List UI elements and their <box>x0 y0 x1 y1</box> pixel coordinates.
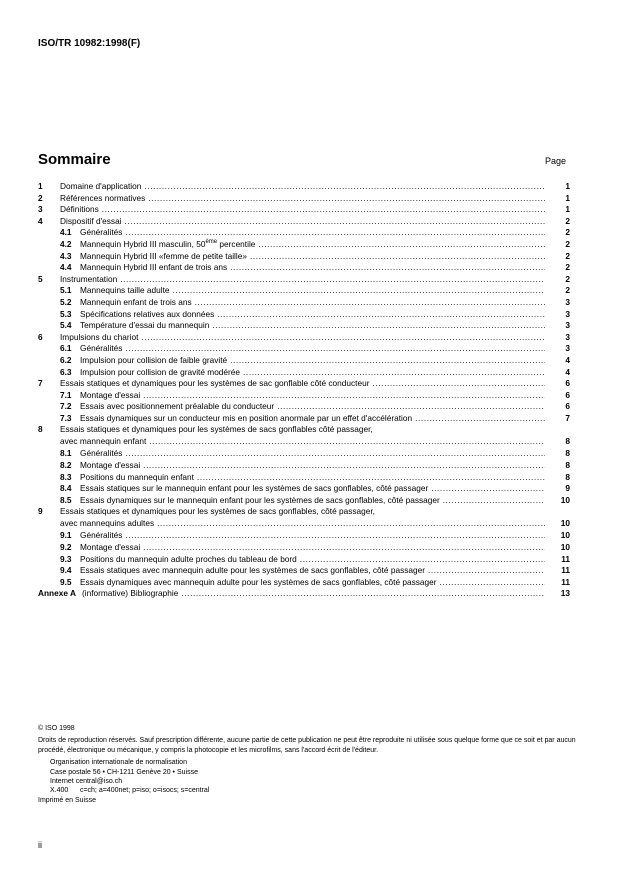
toc-leader-dots <box>181 588 545 600</box>
toc-leader-dots <box>243 367 545 379</box>
toc-leader-dots <box>148 193 545 205</box>
toc-leader-dots <box>217 309 545 321</box>
toc-leader-dots <box>141 332 545 344</box>
toc-entry[interactable] <box>38 413 570 425</box>
toc-entry[interactable] <box>38 401 570 413</box>
copyright-line: © ISO 1998 <box>38 725 75 732</box>
toc-entry-number: 9.3 <box>60 553 72 564</box>
toc-entry-page: 11 <box>561 553 570 564</box>
toc-entry-title-cont: avec mannequin enfant <box>60 436 147 447</box>
toc-entry[interactable] <box>38 448 570 460</box>
toc-entry[interactable] <box>38 227 570 239</box>
toc-leader-dots <box>230 262 545 274</box>
toc-entry-number: 9.1 <box>60 530 72 541</box>
internet-line <box>50 777 578 786</box>
toc-entry-page: 4 <box>565 366 570 377</box>
toc-entry[interactable] <box>38 554 570 566</box>
org-address: Case postale 56 • CH-1211 Genève 20 • Suisse <box>50 768 198 776</box>
toc-entry[interactable] <box>38 530 570 542</box>
toc-entry-number: 5.2 <box>60 296 72 307</box>
toc-entry-page: 3 <box>565 296 570 307</box>
toc-entry[interactable] <box>38 367 570 379</box>
toc-entry-number: 7.1 <box>60 389 72 400</box>
toc-entry-title-cont: avec mannequins adultes <box>60 518 155 529</box>
toc-entry-page: 3 <box>565 343 570 354</box>
superscript: ème <box>205 239 218 246</box>
toc-entry[interactable] <box>38 355 570 367</box>
toc-entry[interactable] <box>38 216 570 228</box>
toc-entry-page: 3 <box>565 308 570 319</box>
toc-entry-page: 1 <box>565 181 570 191</box>
toc-entry-page: 8 <box>565 436 570 447</box>
toc-entry-title: Montage d'essai <box>80 542 141 553</box>
toc-entry-title: Essais statiques avec mannequin adulte pour les systèmes de sacs gonflables, côté passager <box>80 565 425 576</box>
toc-entry-number: 5.4 <box>60 320 72 331</box>
toc-entry-number: 4 <box>38 215 43 226</box>
toc-entry-title: Définitions <box>60 204 99 215</box>
toc-entry[interactable] <box>38 251 570 263</box>
toc-entry-page: 3 <box>565 320 570 331</box>
toc-leader-dots <box>125 343 545 355</box>
toc-entry-number: 5.3 <box>60 308 72 319</box>
toc-entry-title: (informative) Bibliographie <box>81 588 179 599</box>
toc-entry[interactable] <box>38 378 570 390</box>
org-name: Organisation internationale de normalisation <box>50 759 187 767</box>
toc-entry[interactable] <box>38 181 570 193</box>
toc-entry-number: 7.3 <box>60 412 72 423</box>
toc-entry-page: 7 <box>565 412 570 423</box>
toc-entry-number: 6.2 <box>60 354 72 365</box>
toc-entry-page: 1 <box>565 204 570 215</box>
toc-entry-title: Positions du mannequin adulte proches du tableau de bord <box>80 553 297 564</box>
toc-entry-title: Généralités <box>80 448 123 459</box>
toc-entry-page: 3 <box>565 331 570 342</box>
table-of-contents <box>38 181 570 600</box>
toc-entry-number: 4.1 <box>60 227 72 238</box>
internet-value: central@iso.ch <box>75 778 123 786</box>
toc-leader-dots <box>172 285 545 297</box>
toc-entry-title: Spécifications relatives aux données <box>80 308 215 319</box>
toc-entry-title: Mannequins taille adulte <box>80 285 170 296</box>
toc-entry-title: Positions du mannequin enfant <box>80 471 194 482</box>
internet-label: Internet <box>50 778 74 786</box>
toc-entry-number: 8.5 <box>60 494 72 505</box>
x400-line <box>50 786 578 795</box>
toc-entry[interactable] <box>38 472 570 484</box>
toc-entry-page: 10 <box>560 494 570 505</box>
toc-entry-number: 9.2 <box>60 542 72 553</box>
toc-entry[interactable] <box>38 343 570 355</box>
toc-entry-page: 2 <box>565 262 570 273</box>
toc-leader-dots <box>195 297 545 309</box>
toc-leader-dots <box>149 436 545 448</box>
toc-entry-title: Impulsion pour collision de gravité modérée <box>80 366 241 377</box>
toc-entry-number: 4.4 <box>60 262 72 273</box>
toc-entry-number: 6.3 <box>60 366 72 377</box>
toc-entry-title: Instrumentation <box>60 273 118 284</box>
toc-entry[interactable] <box>38 285 570 297</box>
x400-label: X.400 <box>50 787 69 795</box>
toc-entry-page: 9 <box>565 483 570 494</box>
printed-in: Imprimé en Suisse <box>38 796 96 804</box>
toc-leader-dots <box>143 460 545 472</box>
toc-entry-page: 13 <box>560 588 570 599</box>
toc-entry-title: Généralités <box>80 343 123 354</box>
toc-entry-number: 4.3 <box>60 250 72 261</box>
toc-entry[interactable] <box>38 495 570 507</box>
toc-entry-title: Température d'essai du mannequin <box>80 320 210 331</box>
toc-entry-number: 9.5 <box>60 576 72 587</box>
toc-entry-title: Impulsion pour collision de faible gravité <box>80 354 228 365</box>
toc-entry[interactable] <box>38 424 570 448</box>
toc-entry[interactable] <box>38 204 570 216</box>
toc-entry-title: Généralités <box>80 530 123 541</box>
toc-entry-page: 10 <box>560 518 570 529</box>
toc-entry-number: 8.3 <box>60 471 72 482</box>
toc-entry-number: 4.2 <box>60 238 72 249</box>
toc-entry-number: 8.1 <box>60 448 72 459</box>
toc-leader-dots <box>125 216 545 228</box>
toc-entry-title: Dispositif d'essai <box>60 215 122 226</box>
toc-entry-title: Domaine d'application <box>60 181 142 191</box>
toc-leader-dots <box>143 542 545 554</box>
toc-entry-number: 1 <box>38 181 43 191</box>
toc-entry[interactable] <box>38 483 570 495</box>
toc-entry-title: Essais dynamiques sur le mannequin enfant pour les systèmes de sacs gonflables, côté passager <box>80 494 440 505</box>
toc-entry-title: Essais statiques et dynamiques pour les systèmes de sacs gonflables, côté passager, <box>60 506 375 517</box>
toc-entry[interactable] <box>38 542 570 554</box>
toc-leader-dots <box>431 483 545 495</box>
toc-entry-title: Montage d'essai <box>80 460 141 471</box>
toc-entry-title: Mannequin Hybrid III masculin, 50ème percentile <box>80 238 256 249</box>
toc-entry-page: 2 <box>565 285 570 296</box>
toc-entry-title: Références normatives <box>60 192 146 203</box>
toc-entry[interactable] <box>38 193 570 205</box>
toc-leader-dots <box>415 413 545 425</box>
toc-entry[interactable] <box>38 309 570 321</box>
toc-entry-title: Essais statiques et dynamiques pour les systèmes de sac gonflable côté conducteur <box>60 378 370 389</box>
toc-entry-title: Essais avec positionnement préalable du conducteur <box>80 401 275 412</box>
toc-leader-dots <box>230 355 545 367</box>
toc-entry-number: 5.1 <box>60 285 72 296</box>
toc-leader-dots <box>144 181 545 193</box>
toc-entry-number: 5 <box>38 273 43 284</box>
x400-value: c=ch; a=400net; p=iso; o=isocs; s=central <box>79 787 210 795</box>
document-id: ISO/TR 10982:1998(F) <box>38 38 141 49</box>
toc-entry-number: 8.4 <box>60 483 72 494</box>
toc-leader-dots <box>120 274 545 286</box>
toc-entry[interactable] <box>38 332 570 344</box>
toc-entry-title: Mannequin Hybrid III «femme de petite taille» <box>80 250 247 261</box>
toc-entry-page: 6 <box>565 389 570 400</box>
toc-entry-number: 6.1 <box>60 343 72 354</box>
toc-entry-page: 2 <box>565 273 570 284</box>
page-number: ii <box>38 840 42 850</box>
toc-entry-page: 11 <box>561 565 570 576</box>
toc-leader-dots <box>250 251 545 263</box>
toc-entry-page: 8 <box>565 471 570 482</box>
toc-entry-page: 2 <box>565 227 570 238</box>
toc-entry[interactable] <box>38 320 570 332</box>
toc-entry-number: 9 <box>38 506 43 517</box>
toc-entry[interactable] <box>38 577 570 589</box>
toc-entry-title: Montage d'essai <box>80 389 141 400</box>
toc-entry-title: Essais statiques et dynamiques pour les systèmes de sacs gonflables côté passager, <box>60 424 373 435</box>
toc-entry-page: 4 <box>565 354 570 365</box>
toc-entry[interactable] <box>38 274 570 286</box>
toc-entry-number: 8.2 <box>60 460 72 471</box>
toc-entry[interactable] <box>38 297 570 309</box>
toc-entry[interactable] <box>38 506 570 530</box>
toc-entry-page: 1 <box>565 192 570 203</box>
toc-leader-dots <box>157 518 545 530</box>
rights-notice: Droits de reproduction réservés. Sauf prescription différente, aucune partie de cette publication ne peut être reproduite ni utilisée sous quelque forme que ce soit et par aucun procédé, électronique ou mécanique, y compris la photocopie et les microfilms, sans l'accord écrit de l'éditeur. <box>38 737 576 754</box>
toc-leader-dots <box>125 530 545 542</box>
toc-entry-title: Essais statiques sur le mannequin enfant pour les systèmes de sacs gonflables, côté passager <box>80 483 429 494</box>
toc-entry-title: Généralités <box>80 227 123 238</box>
toc-leader-dots <box>440 577 545 589</box>
toc-leader-dots <box>443 495 545 507</box>
toc-entry-title: Essais dynamiques sur un conducteur mis en position anormale par un effet d'accélération <box>80 412 413 423</box>
toc-entry[interactable] <box>38 390 570 402</box>
toc-entry-page: 8 <box>565 460 570 471</box>
toc-entry-number: Annexe A <box>38 588 76 599</box>
toc-leader-dots <box>300 554 545 566</box>
toc-entry[interactable] <box>38 239 570 251</box>
toc-entry-number: 7 <box>38 378 43 389</box>
page-column-label: Page <box>545 156 567 166</box>
toc-leader-dots <box>125 448 545 460</box>
toc-entry[interactable] <box>38 460 570 472</box>
toc-entry-number: 3 <box>38 204 43 215</box>
toc-entry-page: 2 <box>565 250 570 261</box>
toc-leader-dots <box>428 565 545 577</box>
toc-leader-dots <box>372 378 545 390</box>
toc-entry-page: 6 <box>565 401 570 412</box>
toc-entry[interactable] <box>38 262 570 274</box>
toc-entry-page: 8 <box>565 448 570 459</box>
page-title: Sommaire <box>38 151 111 168</box>
toc-leader-dots <box>102 204 545 216</box>
toc-entry-title: Essais dynamiques avec mannequin adulte pour les systèmes de sacs gonflables, côté passager <box>80 576 437 587</box>
toc-entry-page: 6 <box>565 378 570 389</box>
toc-entry-number: 9.4 <box>60 565 72 576</box>
toc-entry-page: 10 <box>560 530 570 541</box>
toc-entry-title: Impulsions du chariot <box>60 331 139 342</box>
toc-entry[interactable] <box>38 588 570 600</box>
toc-entry-number: 7.2 <box>60 401 72 412</box>
toc-leader-dots <box>143 390 545 402</box>
toc-entry-page: 2 <box>565 238 570 249</box>
toc-entry-number: 6 <box>38 331 43 342</box>
copyright-footer <box>38 724 578 805</box>
toc-entry[interactable] <box>38 565 570 577</box>
toc-leader-dots <box>125 227 545 239</box>
toc-leader-dots <box>277 401 545 413</box>
toc-entry-number: 8 <box>38 424 43 435</box>
toc-leader-dots <box>258 239 545 251</box>
toc-entry-page: 2 <box>565 215 570 226</box>
toc-entry-title: Mannequin enfant de trois ans <box>80 296 192 307</box>
toc-entry-page: 11 <box>561 576 570 587</box>
toc-leader-dots <box>212 320 545 332</box>
toc-leader-dots <box>197 472 545 484</box>
toc-entry-number: 2 <box>38 192 43 203</box>
toc-entry-title: Mannequin Hybrid III enfant de trois ans <box>80 262 228 273</box>
toc-entry-page: 10 <box>560 542 570 553</box>
